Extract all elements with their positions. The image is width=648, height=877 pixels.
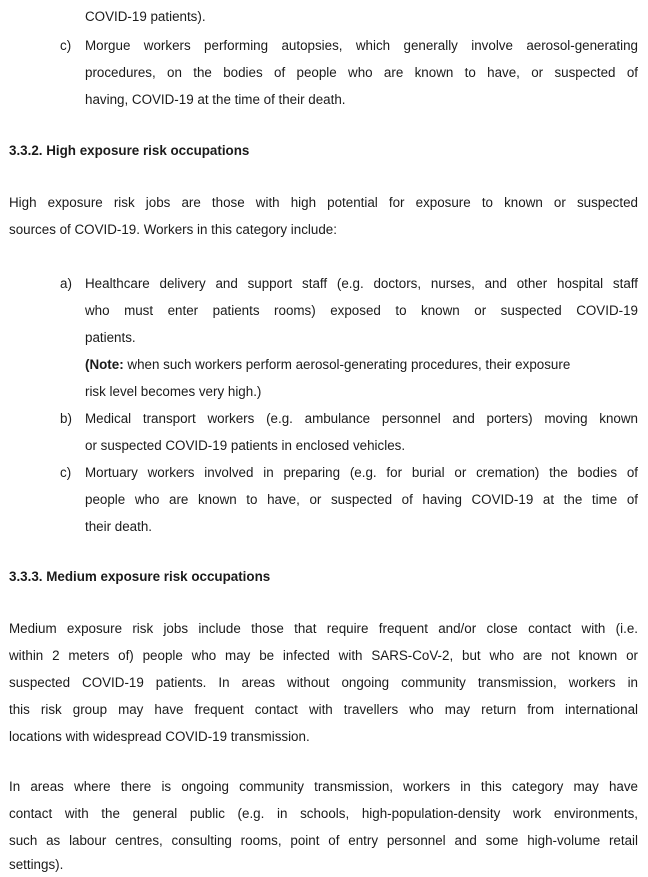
list-item-text: Mortuary workers involved in preparing (e.g. for burial or cremation) the bodies of bbox=[85, 465, 638, 480]
section-heading-medium-exposure: 3.3.3. Medium exposure risk occupations bbox=[9, 569, 271, 584]
list-item-text: Morgue workers performing autopsies, which generally involve aerosol-generating bbox=[85, 38, 638, 53]
paragraph-line: settings). bbox=[9, 857, 64, 872]
list-item-text: Healthcare delivery and support staff (e.g. doctors, nurses, and other hospital staff bbox=[85, 276, 638, 291]
list-marker-a: a) bbox=[60, 276, 72, 291]
list-item-text: who must enter patients rooms) exposed to known or suspected COVID-19 bbox=[85, 303, 638, 318]
section-heading-high-exposure: 3.3.2. High exposure risk occupations bbox=[9, 143, 250, 158]
paragraph-line: such as labour centres, consulting rooms, point of entry personnel and some high-volume retail bbox=[9, 833, 638, 848]
list-item-text: having, COVID-19 at the time of their death. bbox=[85, 92, 346, 107]
paragraph-line: within 2 meters of) people who may be infected with SARS-CoV-2, but who are not known or bbox=[9, 648, 638, 663]
list-marker-c: c) bbox=[60, 465, 72, 480]
list-item-text: their death. bbox=[85, 519, 152, 534]
continuation-line: COVID-19 patients). bbox=[85, 9, 206, 24]
paragraph-line: this risk group may have frequent contact with travellers who may return from international bbox=[9, 702, 638, 717]
list-marker-b: b) bbox=[60, 411, 72, 426]
note-line bbox=[85, 356, 638, 374]
note-label: (Note: bbox=[85, 357, 124, 372]
paragraph-line: sources of COVID-19. Workers in this category include: bbox=[9, 222, 337, 237]
paragraph-line: suspected COVID-19 patients. In areas without ongoing community transmission, workers in bbox=[9, 675, 638, 690]
list-marker-c: c) bbox=[60, 38, 72, 53]
paragraph-line: locations with widespread COVID-19 transmission. bbox=[9, 729, 310, 744]
list-item-text: or suspected COVID-19 patients in enclosed vehicles. bbox=[85, 438, 406, 453]
paragraph-line: High exposure risk jobs are those with high potential for exposure to known or suspected bbox=[9, 195, 638, 210]
note-text: when such workers perform aerosol-generating procedures, their exposure bbox=[123, 357, 571, 372]
list-item-text: Medical transport workers (e.g. ambulance personnel and porters) moving known bbox=[85, 411, 638, 426]
paragraph-line: contact with the general public (e.g. in schools, high-population-density work environments, bbox=[9, 806, 638, 821]
list-item-text: procedures, on the bodies of people who are known to have, or suspected of bbox=[85, 65, 638, 80]
paragraph-line: In areas where there is ongoing community transmission, workers in this category may have bbox=[9, 779, 638, 794]
list-item-text: patients. bbox=[85, 330, 136, 345]
note-text: risk level becomes very high.) bbox=[85, 384, 262, 399]
paragraph-line: Medium exposure risk jobs include those that require frequent and/or close contact with (i.e. bbox=[9, 621, 638, 636]
list-item-text: people who are known to have, or suspected of having COVID-19 at the time of bbox=[85, 492, 638, 507]
